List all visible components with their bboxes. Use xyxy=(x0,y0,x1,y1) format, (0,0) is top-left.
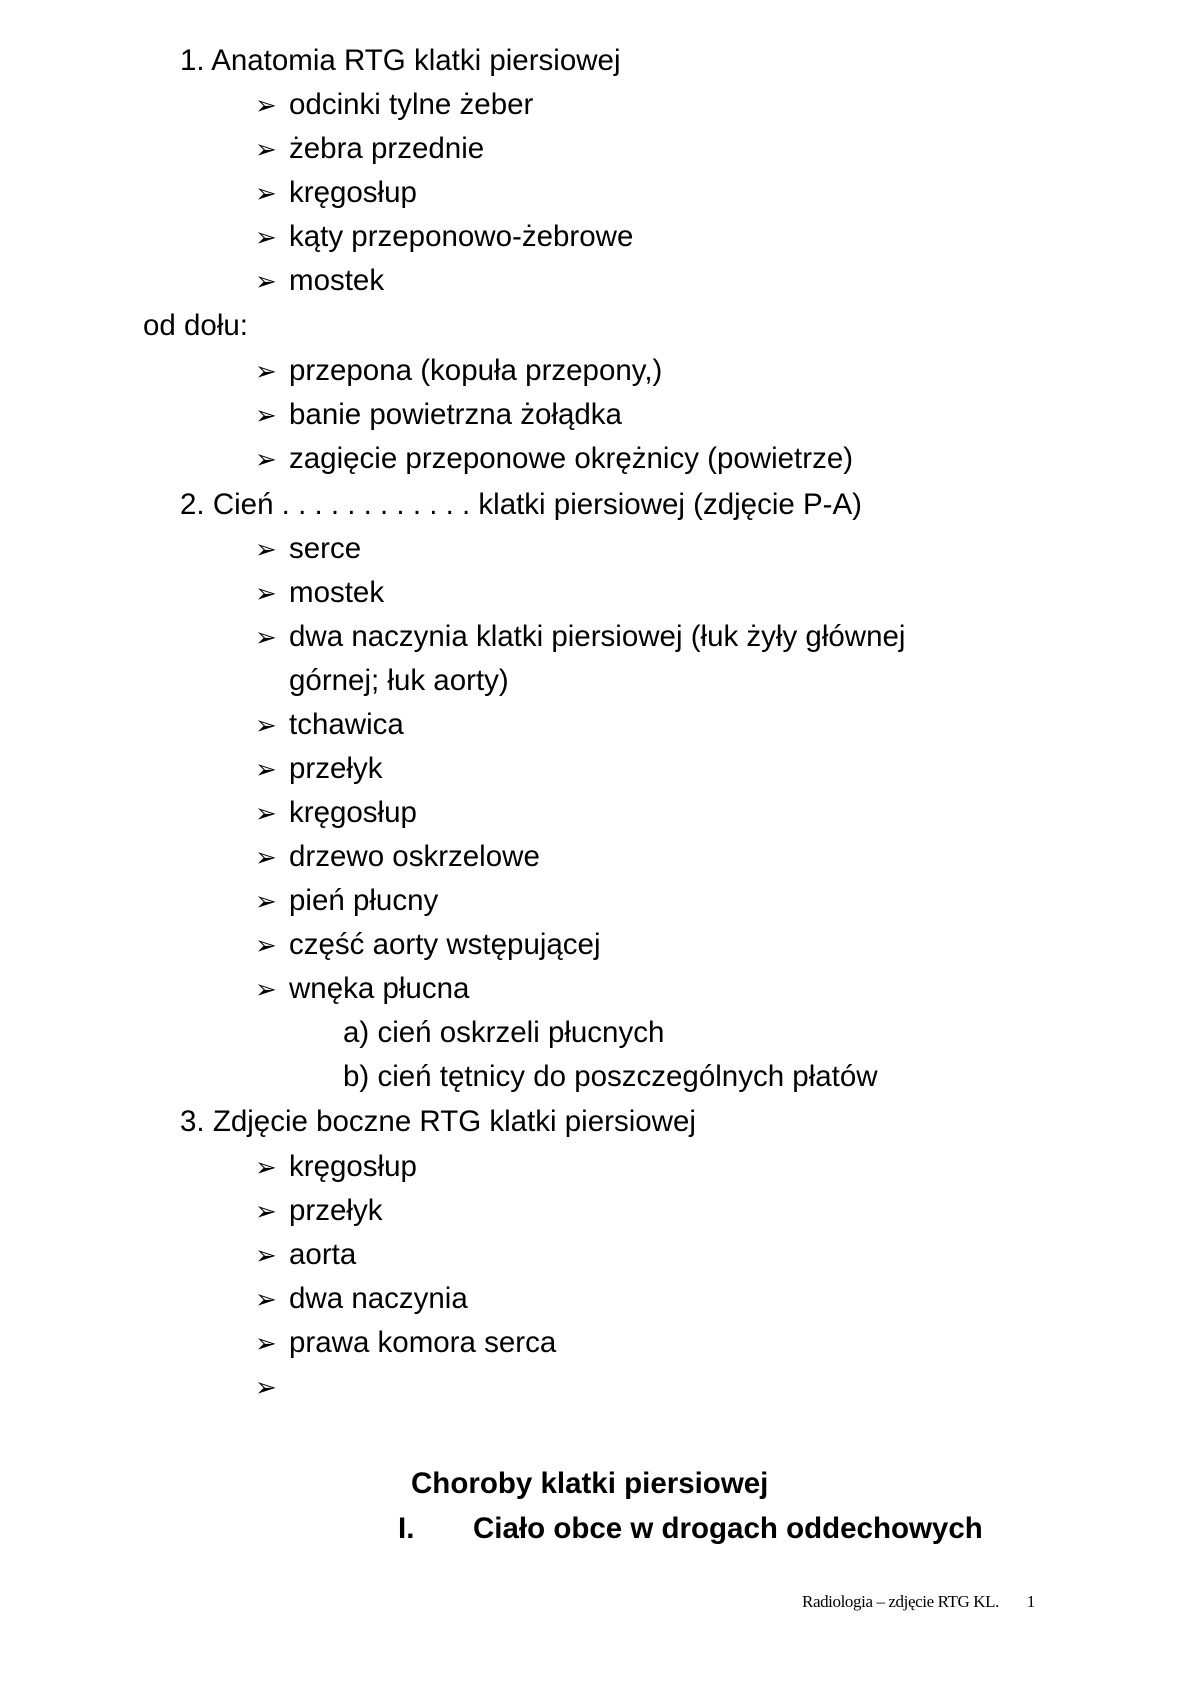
list-item: ➢ drzewo oskrzelowe xyxy=(255,838,540,877)
list-item: ➢ zagięcie przeponowe okrężnicy (powietrze) xyxy=(255,440,853,479)
list-item: ➢ kręgosłup xyxy=(255,794,417,833)
section-3-heading xyxy=(180,1103,696,1141)
list-item: ➢ aorta xyxy=(255,1236,356,1275)
list-item: ➢ kręgosłup xyxy=(255,174,417,213)
arrow-bullet-icon: ➢ xyxy=(255,91,277,121)
list-item: ➢ część aorty wstępującej xyxy=(255,926,601,965)
list-item: ➢ przepona (kopuła przepony,) xyxy=(255,352,662,391)
page-footer xyxy=(802,1592,1035,1612)
arrow-bullet-icon: ➢ xyxy=(255,223,277,253)
section-number: 3. xyxy=(180,1105,205,1138)
arrow-bullet-icon: ➢ xyxy=(255,1285,277,1315)
arrow-bullet-icon: ➢ xyxy=(255,1197,277,1227)
list-item: ➢ banie powietrzna żołądka xyxy=(255,396,622,435)
section-1-heading xyxy=(180,42,621,80)
list-item: ➢ odcinki tylne żeber xyxy=(255,86,533,125)
list-item: ➢ przełyk xyxy=(255,750,382,789)
list-item: ➢ wnęka płucna xyxy=(255,970,469,1009)
roman-numeral: I. xyxy=(398,1512,415,1545)
arrow-bullet-icon: ➢ xyxy=(255,887,277,917)
list-item: ➢ mostek xyxy=(255,262,384,301)
sub-list-item: a) cień oskrzeli płucnych xyxy=(343,1016,665,1049)
arrow-bullet-icon: ➢ xyxy=(255,135,277,165)
subheading: od dołu: xyxy=(143,309,248,342)
chapter-heading xyxy=(398,1510,983,1548)
arrow-bullet-icon: ➢ xyxy=(255,445,277,475)
arrow-bullet-icon: ➢ xyxy=(255,843,277,873)
arrow-bullet-icon: ➢ xyxy=(255,975,277,1005)
list-item: ➢ kręgosłup xyxy=(255,1148,417,1187)
section-title: Cień . . . . . . . . . . . . klatki piersiowej (zdjęcie P-A) xyxy=(212,488,862,521)
list-item: ➢ serce xyxy=(255,530,361,569)
section-title: Anatomia RTG klatki piersiowej xyxy=(211,44,621,77)
arrow-bullet-icon: ➢ xyxy=(255,535,277,565)
list-item: ➢ kąty przeponowo-żebrowe xyxy=(255,218,633,257)
arrow-bullet-icon: ➢ xyxy=(255,755,277,785)
section-number: 2. xyxy=(180,488,205,521)
list-item: ➢ prawa komora serca xyxy=(255,1324,556,1363)
list-item: ➢ żebra przednie xyxy=(255,130,484,169)
list-item: ➢ dwa naczynia xyxy=(255,1280,468,1319)
arrow-bullet-icon: ➢ xyxy=(255,1373,277,1403)
arrow-bullet-icon: ➢ xyxy=(255,931,277,961)
list-item-continuation: górnej; łuk aorty) xyxy=(289,664,509,697)
arrow-bullet-icon: ➢ xyxy=(255,1153,277,1183)
arrow-bullet-icon: ➢ xyxy=(255,711,277,741)
arrow-bullet-icon: ➢ xyxy=(255,357,277,387)
arrow-bullet-icon: ➢ xyxy=(255,579,277,609)
footer-text: Radiologia – zdjęcie RTG KL. xyxy=(802,1592,999,1611)
chapter-title: Ciało obce w drogach oddechowych xyxy=(473,1512,983,1545)
page-number: 1 xyxy=(1026,1592,1035,1611)
arrow-bullet-icon: ➢ xyxy=(255,179,277,209)
arrow-bullet-icon: ➢ xyxy=(255,1329,277,1359)
list-item: ➢ mostek xyxy=(255,574,384,613)
page-heading: Choroby klatki piersiowej xyxy=(411,1467,769,1500)
list-item: ➢ tchawica xyxy=(255,706,404,745)
list-item: ➢ przełyk xyxy=(255,1192,382,1231)
arrow-bullet-icon: ➢ xyxy=(255,401,277,431)
section-2-heading xyxy=(180,486,862,524)
arrow-bullet-icon: ➢ xyxy=(255,623,277,653)
arrow-bullet-icon: ➢ xyxy=(255,1241,277,1271)
list-item: ➢ dwa naczynia klatki piersiowej (łuk żyły głównej xyxy=(255,618,905,657)
section-title: Zdjęcie boczne RTG klatki piersiowej xyxy=(212,1105,696,1138)
list-item xyxy=(255,1368,289,1407)
arrow-bullet-icon: ➢ xyxy=(255,267,277,297)
section-number: 1. xyxy=(180,44,205,77)
sub-list-item: b) cień tętnicy do poszczególnych płatów xyxy=(343,1060,878,1093)
arrow-bullet-icon: ➢ xyxy=(255,799,277,829)
list-item: ➢ pień płucny xyxy=(255,882,438,921)
